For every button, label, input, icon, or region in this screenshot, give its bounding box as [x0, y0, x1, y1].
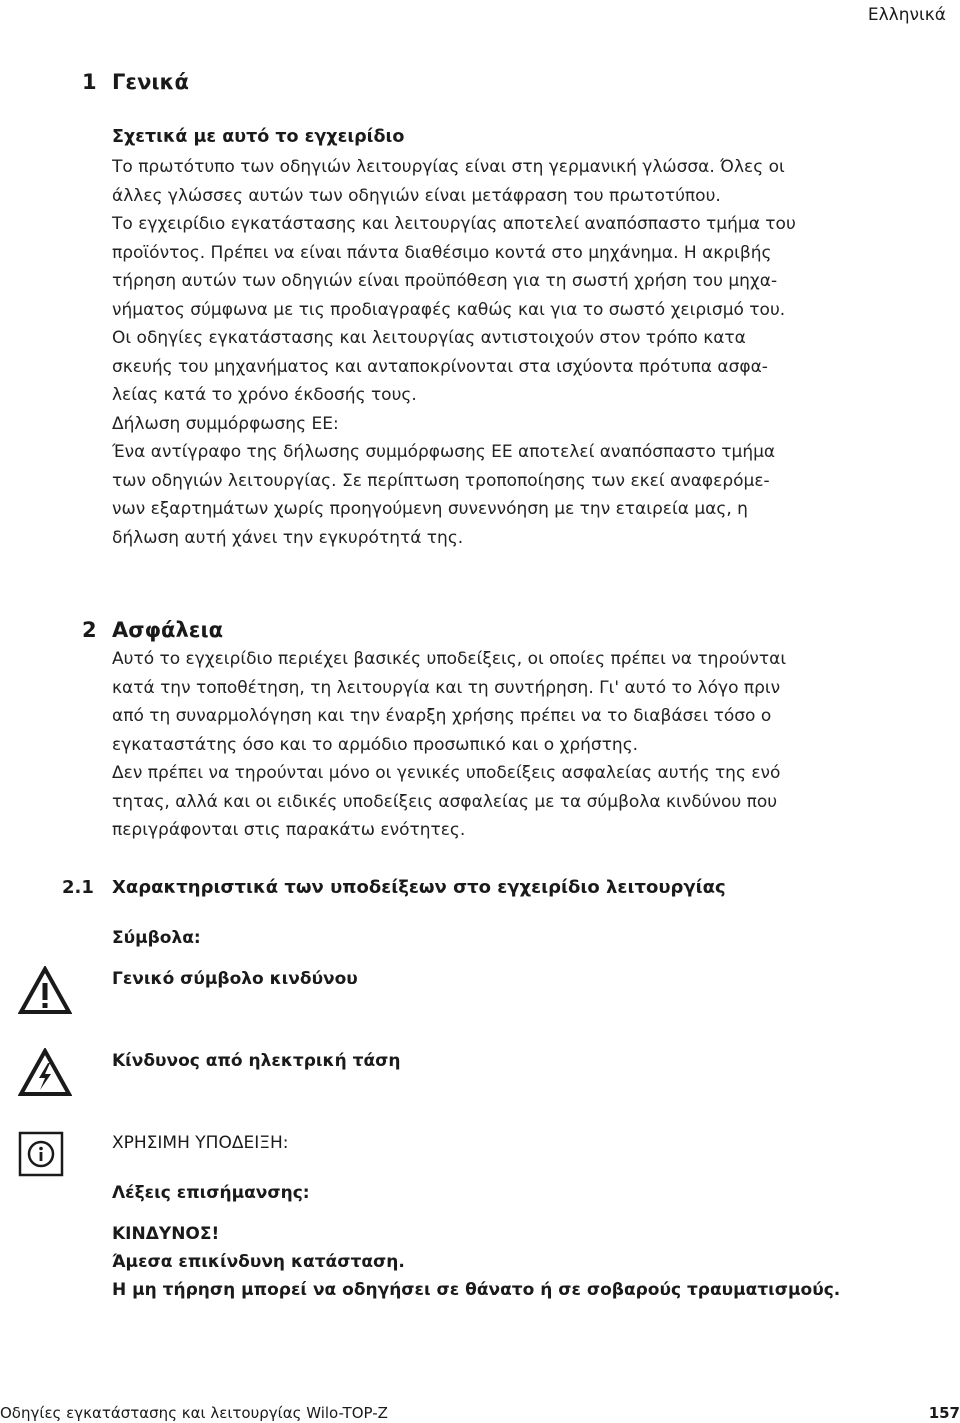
symbol-general-danger-label: Γενικό σύμβολο κινδύνου	[112, 969, 358, 989]
symbol-electric-danger-label: Κίνδυνος από ηλεκτρική τάση	[112, 1051, 401, 1071]
body-line: σκευής του μηχανήματος και ανταποκρίνονται στα ισχύοντα πρότυπα ασφα-	[112, 356, 768, 377]
body-line: από τη συναρμολόγηση και την έναρξη χρήσης πρέπει να το διαβάσει τόσο ο	[112, 706, 772, 726]
body-line: Το εγχειρίδιο εγκατάστασης και λειτουργίας αποτελεί αναπόσπαστο τμήμα του	[112, 214, 796, 234]
symbols-label: Σύμβολα:	[112, 928, 201, 948]
section-1-heading	[82, 70, 189, 94]
body-line: κατά την τοποθέτηση, τη λειτουργία και τη συντήρηση. Γι' αυτό το λόγο πριν	[112, 677, 781, 698]
footer-document-title: Οδηγίες εγκατάστασης και λειτουργίας Wilo-TOP-Z	[0, 1404, 388, 1422]
page-number: 157	[928, 1404, 960, 1422]
section-1-number: 1	[82, 70, 97, 94]
section-2-title: Ασφάλεια	[112, 618, 224, 642]
body-line: Αυτό το εγχειρίδιο περιέχει βασικές υποδείξεις, οι οποίες πρέπει να τηρούνται	[112, 649, 787, 669]
body-line: Δεν πρέπει να τηρούνται μόνο οι γενικές υποδείξεις ασφαλείας αυτής της ενό	[112, 763, 781, 783]
electric-shock-icon	[18, 1048, 72, 1098]
body-line: Το πρωτότυπο των οδηγιών λειτουργίας είναι στη γερμανική γλώσσα. Όλες οι	[112, 157, 785, 177]
language-label: Ελληνικά	[867, 5, 946, 25]
body-line: προϊόντος. Πρέπει να είναι πάντα διαθέσιμο κοντά στο μηχάνημα. Η ακριβής	[112, 242, 772, 263]
body-line: Ένα αντίγραφο της δήλωσης συμμόρφωσης ΕΕ αποτελεί αναπόσπαστο τμήμα	[112, 442, 776, 462]
body-line: τητας, αλλά και οι ειδικές υποδείξεις ασφαλείας με τα σύμβολα κινδύνου που	[112, 791, 778, 812]
info-icon	[18, 1131, 64, 1177]
body-line: Οι οδηγίες εγκατάστασης και λειτουργίας αντιστοιχούν στον τρόπο κατα	[112, 328, 746, 348]
body-line: λείας κατά το χρόνο έκδοσής τους.	[112, 385, 417, 405]
body-line: δήλωση αυτή χάνει την εγκυρότητά της.	[112, 527, 464, 548]
body-line: των οδηγιών λειτουργίας. Σε περίπτωση τροποποίησης των εκεί αναφερόμε-	[112, 470, 770, 491]
danger-description: Άμεσα επικίνδυνη κατάσταση.	[112, 1252, 405, 1272]
signal-words-label: Λέξεις επισήμανσης:	[112, 1183, 310, 1203]
section-2-1-heading	[62, 877, 726, 898]
section-2-heading	[82, 618, 223, 642]
warning-triangle-icon	[18, 966, 72, 1016]
section-1-body	[112, 153, 852, 552]
body-line: τήρηση αυτών των οδηγιών είναι προϋπόθεση για τη σωστή χρήση του μηχα-	[112, 271, 778, 291]
body-line: νήματος σύμφωνα με τις προδιαγραφές καθώς και για το σωστό χειρισμό του.	[112, 299, 786, 320]
section-1-title: Γενικά	[112, 70, 189, 94]
about-manual-heading: Σχετικά με αυτό το εγχειρίδιο	[112, 127, 405, 147]
body-line: Δήλωση συμμόρφωσης ΕΕ:	[112, 413, 339, 434]
body-line: άλλες γλώσσες αυτών των οδηγιών είναι μετάφραση του πρωτοτύπου.	[112, 185, 721, 206]
danger-consequence: Η μη τήρηση μπορεί να οδηγήσει σε θάνατο ή σε σοβαρούς τραυματισμούς.	[112, 1280, 841, 1300]
body-line: νων εξαρτημάτων χωρίς προηγούμενη συνεννόηση με την εταιρεία μας, η	[112, 499, 748, 519]
symbol-useful-note-label: ΧΡΗΣΙΜΗ ΥΠΟΔΕΙΞΗ:	[112, 1133, 289, 1153]
section-2-body	[112, 645, 852, 845]
body-line: περιγράφονται στις παρακάτω ενότητες.	[112, 820, 466, 840]
section-2-1-number: 2.1	[62, 877, 94, 898]
section-2-number: 2	[82, 618, 97, 642]
body-line: εγκαταστάτης όσο και το αρμόδιο προσωπικό και ο χρήστης.	[112, 734, 639, 755]
danger-signal-word: ΚΙΝΔΥΝΟΣ!	[112, 1224, 220, 1244]
section-2-1-title: Χαρακτηριστικά των υποδείξεων στο εγχειρίδιο λειτουργίας	[112, 877, 726, 898]
